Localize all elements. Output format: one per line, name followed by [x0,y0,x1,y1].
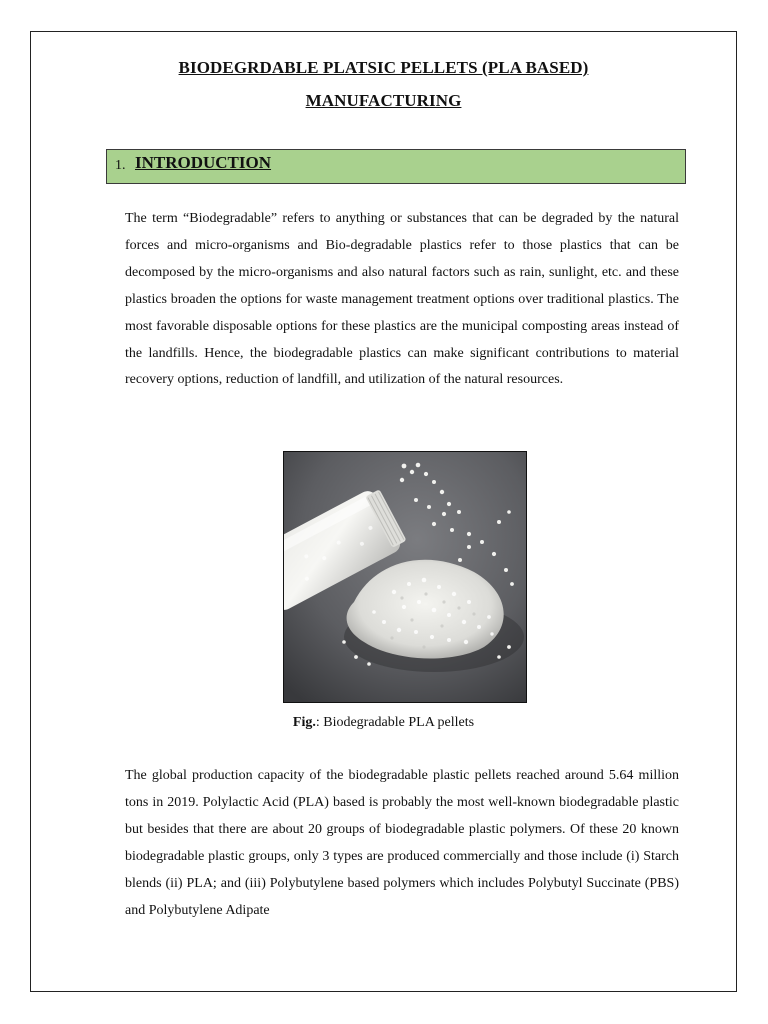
document-title-line-2: MANUFACTURING [305,91,462,110]
pla-pellets-photo [283,451,527,703]
figure-label: Fig. [292,715,316,730]
section-number: 1. [115,158,126,173]
section-heading-introduction [106,149,686,184]
figure-caption [30,715,737,731]
document-title-line-1: BIODEGRDABLE PLATSIC PELLETS (PLA BASED) [178,58,589,77]
section-title: INTRODUCTION [135,153,272,172]
production-paragraph: The global production capacity of the biodegradable plastic pellets reached around 5.64 million tons in 2019. Polylactic Acid (PLA) based is probably the most well-known biodegradable plastic but besides that there are about 20 groups of biodegradable plastic polymers. Of these 20 known biodegradable plastic groups, only 3 types are produced commercially and those include (i) Starch blends (ii) PLA; and (iii) Polybutylene based polymers which includes Polybutyl Succinate (PBS) and Polybutylene Adipate [125,768,679,918]
intro-paragraph: The term “Biodegradable” refers to anything or substances that can be degraded by the natural forces and micro-organisms and Bio-degradable plastics refer to those plastics that can be decomposed by the micro-organisms and also natural factors such as rain, sunlight, etc. and these plastics broaden the options for waste management treatment options over traditional plastics. The most favorable disposable options for these plastics are the municipal composting areas instead of the landfills. Hence, the biodegradable plastics can make significant contributions to material recovery options, reduction of landfill, and utilization of the natural resources. [125,211,679,388]
figure-caption-text: : Biodegradable PLA pellets [315,715,475,730]
